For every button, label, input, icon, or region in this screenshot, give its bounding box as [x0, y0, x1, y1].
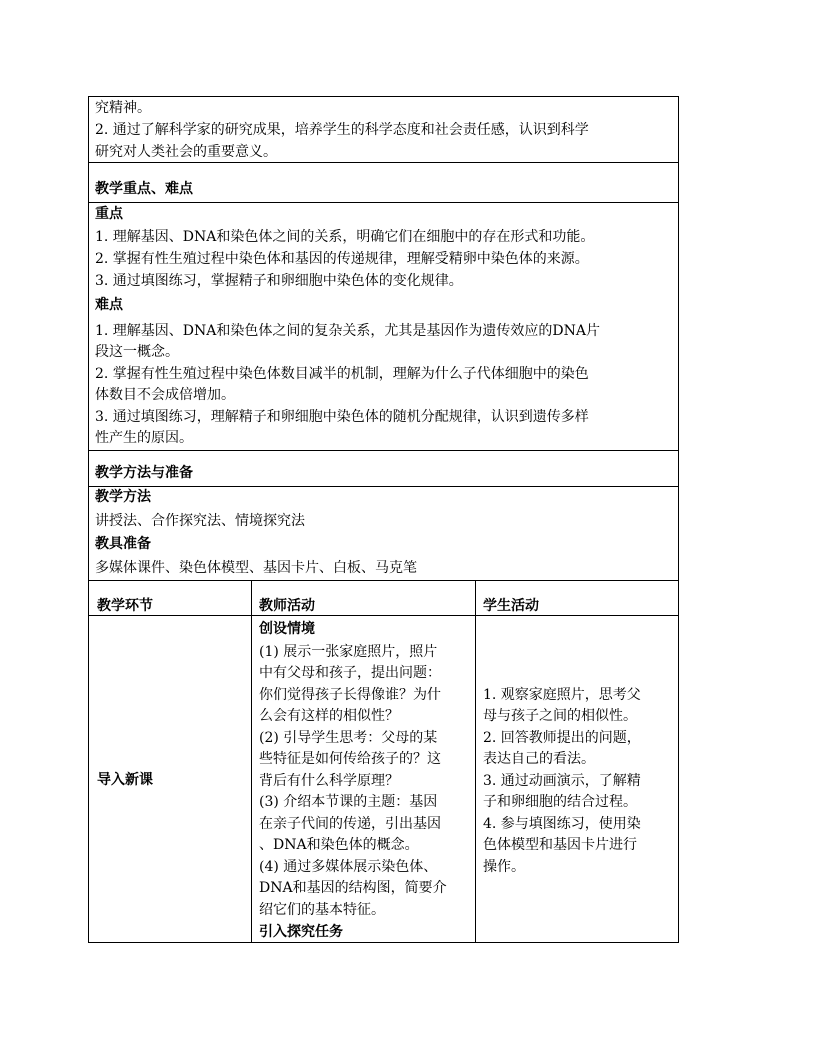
key-item: 1. 理解基因、DNA和染色体之间的关系，明确它们在细胞中的存在形式和功能。	[95, 229, 595, 245]
method-text: 讲授法、合作探究法、情境探究法	[95, 513, 305, 529]
difficulty-title: 难点	[95, 297, 123, 313]
teacher-line: 你们觉得孩子长得像谁？为什	[259, 687, 441, 703]
divider	[89, 486, 678, 487]
section-heading: 教学方法与准备	[95, 465, 193, 481]
difficulty-item: 2. 掌握有性生殖过程中染色体数目减半的机制，理解为什么子代体细胞中的染色	[95, 366, 589, 382]
teacher-subtitle: 创设情境	[259, 621, 315, 637]
student-line: 母与孩子之间的相似性。	[483, 708, 637, 724]
student-line: 操作。	[483, 859, 525, 875]
teacher-line: (1) 展示一张家庭照片，照片	[259, 644, 438, 660]
student-line: 子和卵细胞的结合过程。	[483, 794, 637, 810]
objectives-line: 究精神。	[95, 100, 151, 116]
header-divider	[89, 615, 678, 616]
teacher-line: 在亲子代间的传递，引出基因	[259, 816, 441, 832]
teacher-line: 么会有这样的相似性？	[259, 708, 399, 724]
teacher-line: 背后有什么科学原理？	[259, 773, 399, 789]
tools-text: 多媒体课件、染色体模型、基因卡片、白板、马克笔	[95, 560, 417, 576]
divider	[89, 202, 678, 203]
student-line: 4. 参与填图练习，使用染	[483, 816, 641, 832]
method-title: 教学方法	[95, 489, 151, 505]
teacher-line: (2) 引导学生思考：父母的某	[259, 730, 438, 746]
objectives-line: 2. 通过了解科学家的研究成果，培养学生的科学态度和社会责任感，认识到科学	[95, 122, 589, 138]
teacher-line: (4) 通过多媒体展示染色体、	[259, 859, 438, 875]
difficulty-item: 体数目不会成倍增加。	[95, 387, 235, 403]
teacher-line: (3) 介绍本节课的主题：基因	[259, 794, 438, 810]
difficulty-item: 段这一概念。	[95, 344, 179, 360]
teacher-footer: 引入探究任务	[259, 924, 343, 940]
teacher-line: 绍它们的基本特征。	[259, 902, 385, 918]
table-header-student: 学生活动	[483, 598, 539, 614]
key-title: 重点	[95, 206, 123, 222]
key-item: 3. 通过填图练习，掌握精子和卵细胞中染色体的变化规律。	[95, 273, 463, 289]
key-points-section	[88, 162, 679, 450]
section-heading: 教学重点、难点	[95, 181, 193, 197]
student-line: 3. 通过动画演示，了解精	[483, 773, 641, 789]
objectives-line: 研究对人类社会的重要意义。	[95, 144, 277, 160]
methods-section	[88, 450, 679, 580]
key-item: 2. 掌握有性生殖过程中染色体和基因的传递规律，理解受精卵中染色体的来源。	[95, 251, 589, 267]
column-divider	[475, 581, 476, 942]
student-line: 表达自己的看法。	[483, 751, 595, 767]
student-line: 1. 观察家庭照片，思考父	[483, 687, 641, 703]
teacher-line: 些特征是如何传给孩子的？这	[259, 751, 441, 767]
column-divider	[251, 581, 252, 942]
table-header-teacher: 教师活动	[259, 598, 315, 614]
teacher-line: DNA和基因的结构图，简要介	[259, 880, 447, 896]
stage-name: 导入新课	[97, 772, 153, 788]
objectives-section	[88, 96, 679, 162]
tools-title: 教具准备	[95, 536, 151, 552]
difficulty-item: 1. 理解基因、DNA和染色体之间的复杂关系，尤其是基因作为遗传效应的DNA片	[95, 323, 600, 339]
student-line: 色体模型和基因卡片进行	[483, 837, 637, 853]
lesson-table	[88, 580, 679, 943]
difficulty-item: 3. 通过填图练习，理解精子和卵细胞中染色体的随机分配规律，认识到遗传多样	[95, 409, 589, 425]
difficulty-item: 性产生的原因。	[95, 430, 193, 446]
teacher-line: 中有父母和孩子，提出问题：	[259, 665, 441, 681]
table-header-stage: 教学环节	[97, 598, 153, 614]
student-line: 2. 回答教师提出的问题，	[483, 730, 641, 746]
teacher-line: 、DNA和染色体的概念。	[259, 837, 419, 853]
